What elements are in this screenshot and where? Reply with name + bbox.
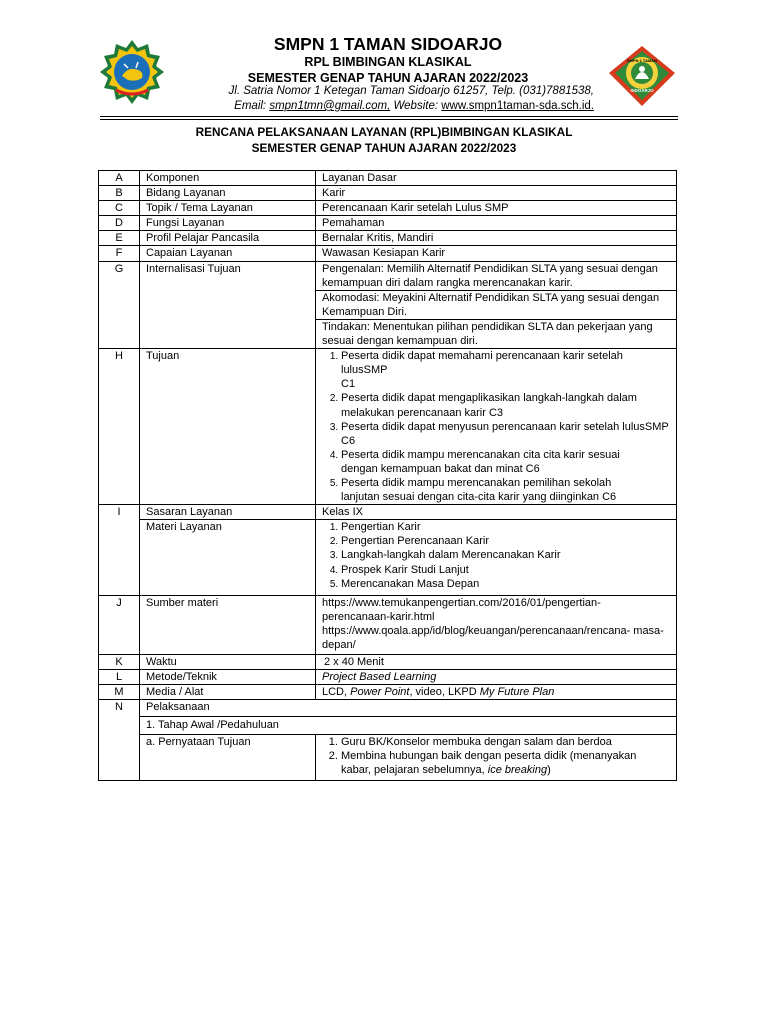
list-item: 2. Membina hubungan baik dengan peserta didik (menanyakan kabar, pelajaran sebelumnya, ice breaking) [341,749,670,777]
row-code: E [99,231,140,246]
row-label: Bidang Layanan [140,186,316,201]
header-divider [100,116,678,117]
row-value: LCD, Power Point, video, LKPD My Future Plan [316,685,677,700]
row-label: Fungsi Layanan [140,216,316,231]
row-label: Tujuan [140,349,316,505]
row-value: Wawasan Kesiapan Karir [316,246,677,261]
row-value: Project Based Learning [316,670,677,685]
row-code: L [99,670,140,685]
table-row [99,655,677,670]
table-row [99,595,677,654]
table-row [99,717,677,734]
row-code: B [99,186,140,201]
row-code: H [99,349,140,505]
materi-list-cell [316,520,677,595]
row-label: Pelaksanaan [140,700,677,717]
website-label: Website: [393,100,439,112]
row-label: Waktu [140,655,316,670]
text-line: Pengenalan: Memilih Alternatif Pendidikan SLTA yang sesuai dengan [322,262,658,275]
letterhead-line-1: RPL BIMBINGAN KLASIKAL [304,55,472,69]
table-row [99,171,677,186]
table-row [99,201,677,216]
row-label: Sasaran Layanan [140,505,316,520]
school-name: SMPN 1 TAMAN SIDOARJO [273,34,503,54]
row-label: Komponen [140,171,316,186]
school-logo [608,45,676,107]
list-item: 1. Pengertian Karir [341,520,670,534]
title-line-1: RENCANA PELAKSANAAN LAYANAN (RPL)BIMBINGAN KLASIKAL [195,125,573,139]
row-code: M [99,685,140,700]
address-line: Jl. Satria Nomor 1 Ketegan Taman Sidoarjo 61257, Telp. (031)7881538, [228,85,594,97]
row-label: Media / Alat [140,685,316,700]
row-value: Bernalar Kritis, Mandiri [316,231,677,246]
steps-list [322,735,670,777]
table-row [99,246,677,261]
document-title [0,124,768,156]
list-item: 1. Peserta didik dapat memahami perencanaan karir setelah lulusSMP C1 [341,349,670,391]
text-line: Kemampuan Diri. [322,305,407,318]
row-label: Profil Pelajar Pancasila [140,231,316,246]
list-item: 4. Prospek Karir Studi Lanjut [341,563,670,577]
row-label: Metode/Teknik [140,670,316,685]
row-label: Materi Layanan [140,520,316,595]
list-item: 5. Peserta didik mampu merencanakan pemilihan sekolah lanjutan sesuai dengan cita-cita karir yang diinginkan C6 [341,476,670,504]
internalisasi-akomodasi [316,290,677,319]
pelaksanaan-steps [316,734,677,780]
row-value: Layanan Dasar [316,171,677,186]
table-row [99,505,677,520]
source-link[interactable]: perencanaan-karir.html [322,610,435,623]
list-item: 5. Merencanakan Masa Depan [341,577,670,591]
list-item: 2. Pengertian Perencanaan Karir [341,534,670,548]
row-code: J [99,595,140,654]
row-label: Internalisasi Tujuan [140,261,316,349]
letterhead [160,34,616,86]
table-row [99,261,677,290]
materi-list [322,520,670,590]
header-divider-thin [100,119,678,120]
row-code: K [99,655,140,670]
contact-line [160,99,594,114]
row-code: C [99,201,140,216]
email-label: Email: [234,100,267,112]
list-item: 3. Peserta didik dapat menyusun perencanaan karir setelah lulusSMP C6 [341,420,670,448]
row-label: Topik / Tema Layanan [140,201,316,216]
row-value: Karir [316,186,677,201]
tujuan-list [322,349,670,504]
sumber-links [316,595,677,654]
row-code: I [99,505,140,596]
row-label: Sumber materi [140,595,316,654]
table-row [99,186,677,201]
source-link[interactable]: depan/ [322,639,356,651]
row-code: F [99,246,140,261]
list-item: 2. Peserta didik dapat mengaplikasikan langkah-langkah dalam melakukan perencanaan karir C3 [341,391,670,419]
row-value: Kelas IX [316,505,677,520]
table-row [99,670,677,685]
table-row [99,231,677,246]
source-link[interactable]: https://www.qoala.app/id/blog/keuangan/perencanaan/rencana- masa- [322,624,664,637]
table-row [99,349,677,505]
logo-top-text: SMPN 1 TAMAN [626,58,658,63]
row-code: A [99,171,140,186]
source-link[interactable]: https://www.temukanpengertian.com/2016/01/pengertian- [322,596,601,609]
logo-bottom-text: SIDOARJO [630,88,654,93]
table-row [99,734,677,780]
table-row [99,216,677,231]
internalisasi-pengenalan [316,261,677,290]
row-code: G [99,261,140,349]
text-line: Akomodasi: Meyakini Alternatif Pendidikan SLTA yang sesuai dengan [322,291,660,304]
table-row [99,700,677,717]
address-block [160,84,594,114]
stage-title: 1. Tahap Awal /Pedahuluan [140,717,677,734]
tujuan-list-cell [316,349,677,505]
email-link[interactable]: smpn1tmn@gmail.com, [269,100,391,112]
rpl-table [98,170,677,781]
row-label: Capaian Layanan [140,246,316,261]
website-link[interactable]: www.smpn1taman-sda.sch.id. [441,100,594,112]
row-value: Perencanaan Karir setelah Lulus SMP [316,201,677,216]
text-line: sesuai dengan kemampuan diri. [322,335,478,348]
list-item: 1. Guru BK/Konselor membuka dengan salam dan berdoa [341,735,670,749]
table-row [99,520,677,595]
text-line: Tindakan: Menentukan pilihan pendidikan SLTA dan pekerjaan yang [322,320,653,333]
text-line: kemampuan diri dalam rangka merencanakan karir. [322,276,573,289]
sub-stage-title: a. Pernyataan Tujuan [140,734,316,780]
sidoarjo-regency-emblem [98,38,166,106]
list-item: 4. Peserta didik mampu merencanakan cita cita karir sesuai dengan kemampuan bakat dan minat C6 [341,448,670,476]
row-value: Pemahaman [316,216,677,231]
row-code: D [99,216,140,231]
letterhead-line-2: SEMESTER GENAP TAHUN AJARAN 2022/2023 [247,71,529,85]
row-value: 2 x 40 Menit [316,655,677,670]
internalisasi-tindakan [316,319,677,348]
row-code: N [99,700,140,780]
list-item: 3. Langkah-langkah dalam Merencanakan Karir [341,548,670,562]
title-line-2: SEMESTER GENAP TAHUN AJARAN 2022/2023 [251,141,517,155]
table-row [99,685,677,700]
